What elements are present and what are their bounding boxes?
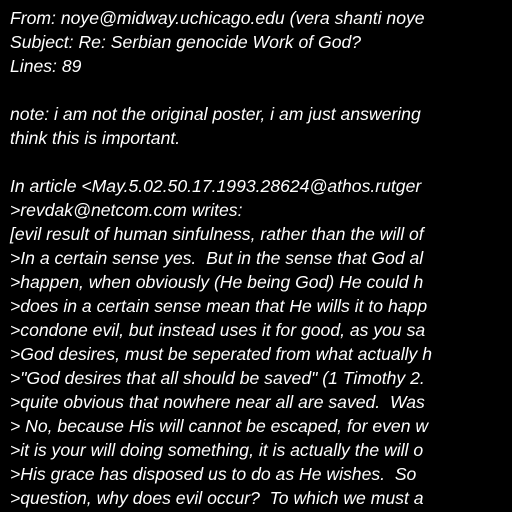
quoted-line: [evil result of human sinfulness, rather than the will of bbox=[10, 224, 424, 244]
attribution-line: In article <May.5.02.50.17.1993.28624@athos.rutger bbox=[10, 176, 422, 196]
quoted-line: >condone evil, but instead uses it for good, as you sa bbox=[10, 320, 426, 340]
quoted-line: >quite obvious that nowhere near all are saved. Was bbox=[10, 392, 425, 412]
note-line: note: i am not the original poster, i am just answering bbox=[10, 104, 421, 124]
header-subject: Subject: Re: Serbian genocide Work of God? bbox=[10, 32, 362, 52]
quoted-line: >does in a certain sense mean that He wills it to happ bbox=[10, 296, 428, 316]
note-line: think this is important. bbox=[10, 128, 181, 148]
quoted-line: >In a certain sense yes. But in the sense that God al bbox=[10, 248, 424, 268]
quoted-line: >it is your will doing something, it is actually the will o bbox=[10, 440, 424, 460]
header-from: From: noye@midway.uchicago.edu (vera shanti noye bbox=[10, 8, 425, 28]
quoted-line: >"God desires that all should be saved" (1 Timothy 2. bbox=[10, 368, 425, 388]
quoted-line: >His grace has disposed us to do as He wishes. So bbox=[10, 464, 417, 484]
header-lines: Lines: 89 bbox=[10, 56, 82, 76]
quoted-line: >question, why does evil occur? To which we must a bbox=[10, 488, 424, 508]
attribution-line: >revdak@netcom.com writes: bbox=[10, 200, 243, 220]
quoted-line: >happen, when obviously (He being God) He could h bbox=[10, 272, 424, 292]
quoted-line: >God desires, must be seperated from what actually h bbox=[10, 344, 432, 364]
quoted-line: > No, because His will cannot be escaped, for even w bbox=[10, 416, 429, 436]
